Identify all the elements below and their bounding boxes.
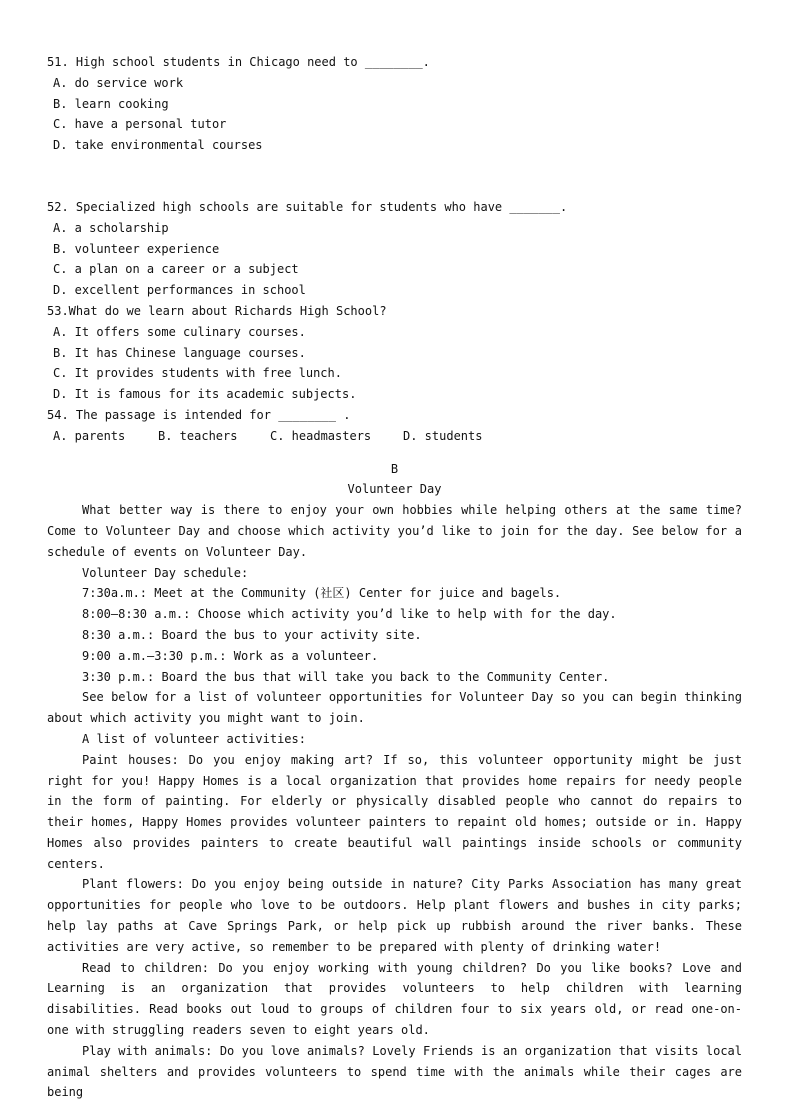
schedule-item: 9:00 a.m.—3:30 p.m.: Work as a volunteer. — [82, 648, 379, 663]
schedule-item: 7:30a.m.: Meet at the Community (社区) Center for juice and bagels. — [82, 586, 562, 601]
activity-play-with-animals: Play with animals: Do you love animals? Lovely Friends is an organization that visits local animal shelters and provides volunteers to spend time with the animals while their cages are being — [47, 1043, 742, 1100]
question-51 — [47, 52, 742, 156]
question-stem: 51. High school students in Chicago need to ________. — [47, 55, 430, 69]
option-c: C. It provides students with free lunch. — [53, 366, 342, 381]
option-a: A. It offers some culinary courses. — [53, 324, 306, 339]
option-a: A. do service work — [53, 75, 184, 90]
option-c: C. have a personal tutor — [53, 117, 227, 132]
option-c: C. headmasters — [270, 428, 372, 443]
option-b: B. It has Chinese language courses. — [53, 345, 306, 360]
schedule-item: 8:00—8:30 a.m.: Choose which activity you’d like to help with for the day. — [82, 607, 617, 622]
question-54 — [47, 405, 742, 447]
option-a: A. parents — [53, 428, 126, 443]
schedule-item: 8:30 a.m.: Board the bus to your activity site. — [82, 627, 422, 642]
section-title: Volunteer Day — [347, 482, 442, 497]
question-stem: 52. Specialized high schools are suitable for students who have _______. — [47, 199, 568, 214]
option-b: B. learn cooking — [53, 96, 169, 111]
intro-paragraph: What better way is there to enjoy your own hobbies while helping others at the same time? Come to Volunteer Day and choose which activity you’d like to join for the day. See below for a schedule of events on Volunteer Day. — [47, 503, 742, 559]
question-52 — [47, 197, 742, 301]
question-53 — [47, 301, 742, 405]
list-heading: A list of volunteer activities: — [82, 731, 306, 746]
options-row — [47, 426, 742, 447]
activity-read-to-children: Read to children: Do you enjoy working with young children? Do you like books? Love and Learning is an organization that provides volunteers to help children with learning disabilities. Read books out loud to groups of children four to six years old, or read one-on-one with struggling readers seven to eight years old. — [47, 960, 742, 1038]
question-stem: 54. The passage is intended for ________ . — [47, 407, 351, 422]
activity-plant-flowers: Plant flowers: Do you enjoy being outside in nature? City Parks Association has many great opportunities for people who love to be outdoors. Help plant flowers and bushes in city parks; help lay paths at Cave Springs Park, or help pick up rubbish around the river banks. These activities are very active, so remember to be prepared with plenty of drinking water! — [47, 877, 742, 954]
option-d: D. take environmental courses — [53, 138, 263, 153]
option-b: B. teachers — [158, 428, 238, 443]
option-a: A. a scholarship — [53, 220, 169, 235]
option-d: D. It is famous for its academic subjects. — [53, 387, 357, 402]
schedule-item: 3:30 p.m.: Board the bus that will take you back to the Community Center. — [82, 669, 610, 684]
list-intro-paragraph: See below for a list of volunteer opportunities for Volunteer Day so you can begin thinking about which activity you might want to join. — [47, 690, 742, 726]
schedule-heading: Volunteer Day schedule: — [82, 565, 249, 580]
activity-paint-houses: Paint houses: Do you enjoy making art? If so, this volunteer opportunity might be just right for you! Happy Homes is a local organization that provides home repairs for needy people in the form of painting. For elderly or physically disabled people who cannot do repairs to their homes, Happy Homes provides volunteer painters to repaint old homes; outside or in. Happy Homes also provides painters to create beautiful wall paintings inside schools or community centers. — [47, 752, 742, 871]
document-page — [47, 52, 742, 1103]
option-d: D. excellent performances in school — [53, 283, 306, 298]
question-stem: 53.What do we learn about Richards High School? — [47, 303, 387, 318]
option-b: B. volunteer experience — [53, 241, 220, 256]
section-letter: B — [390, 461, 399, 476]
option-d: D. students — [403, 428, 483, 443]
option-c: C. a plan on a career or a subject — [53, 262, 299, 277]
